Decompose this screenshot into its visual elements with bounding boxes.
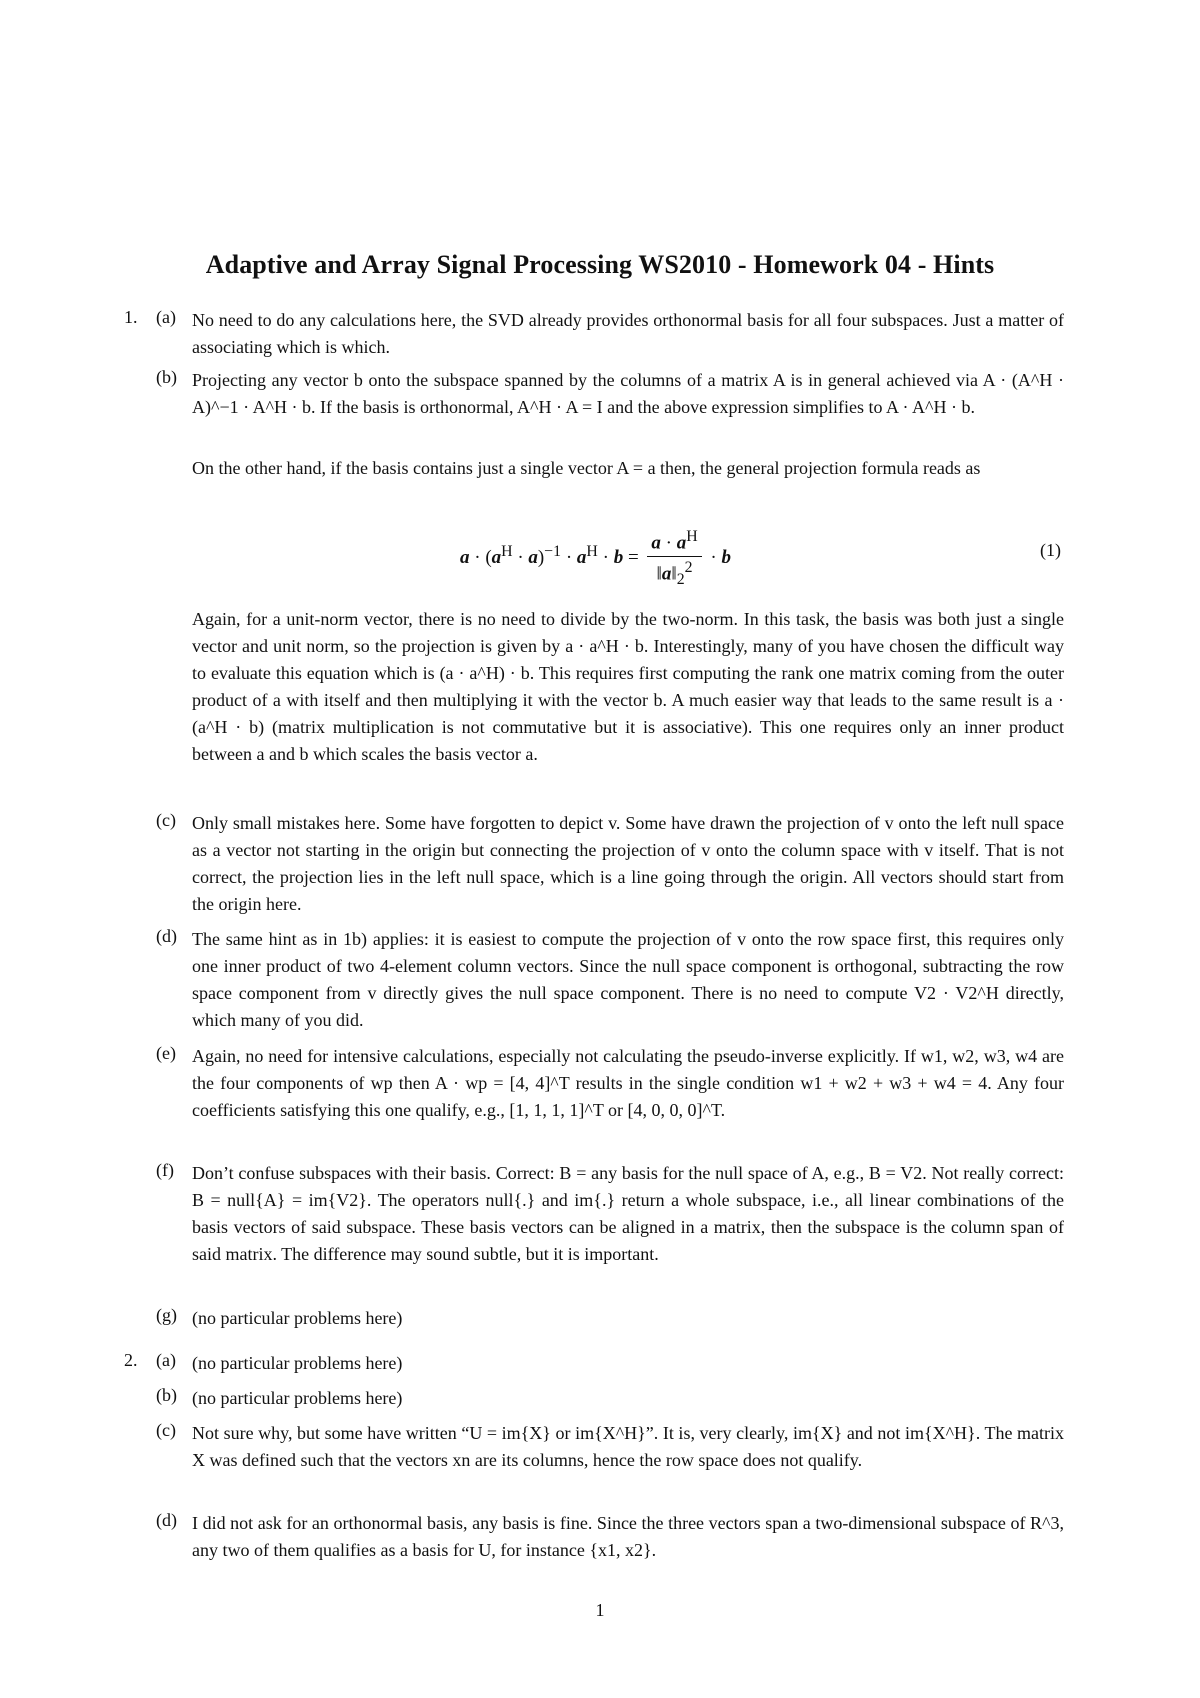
subitem-label-1d: (d) [156,926,177,946]
equation-number: (1) [1040,540,1061,560]
subitem-text-1e: Again, no need for intensive calculations, especially not calculating the pseudo-inverse explicitly. If w1, w2, w3, w4 are the four components of wp then A · wp = [4, 4]^T results in the single condition w1 + w2 + w3 + w4 = 4. Any four coefficients satisfying this one qualify, e.g., [1, 1, 1, 1]^T or [4, 0, 0, 0]^T. [192,1046,1064,1120]
subitem-label-2a: (a) [156,1350,176,1370]
page-number: 1 [595,1600,605,1620]
subitem-text-1b-part2: On the other hand, if the basis contains just a single vector A = a then, the general projection formula reads as [192,458,981,478]
document-title: Adaptive and Array Signal Processing WS2010 - Homework 04 - Hints [205,250,995,279]
subitem-text-1f: Don’t confuse subspaces with their basis. Correct: B = any basis for the null space of A, e.g., B = V2. Not really correct: B = null{A} = im{V2}. The operators null{.} and im{.} return a whole subspace, i.e., all linear combinations of the basis vectors of said subspace. These basis vectors can be aligned in a matrix, then the subspace is the column span of said matrix. The difference may sound subtle, but it is important. [192,1163,1064,1264]
subitem-text-2c: Not sure why, but some have written “U = im{X} or im{X^H}”. It is, very clearly, im{X} and not im{X^H}. The matrix X was defined such that the vectors xn are its columns, hence the row space does not qualify. [192,1423,1064,1470]
subitem-text-2d: I did not ask for an orthonormal basis, any basis is fine. Since the three vectors span a two-dimensional subspace of R^3, any two of them qualifies as a basis for U, for instance {x1, x2}. [192,1513,1064,1560]
subitem-text-1c: Only small mistakes here. Some have forgotten to depict v. Some have drawn the projection of v onto the left null space as a vector not starting in the origin but connecting the projection of v onto the column space with v itself. That is not correct, the projection lies in the left null space, which is a line going through the origin. All vectors should start from the origin here. [192,813,1064,914]
item-number-2: 2. [124,1350,138,1370]
subitem-label-1c: (c) [156,810,176,830]
subitem-label-1a: (a) [156,307,176,327]
subitem-label-2c: (c) [156,1420,176,1440]
subitem-text-1a: No need to do any calculations here, the SVD already provides orthonormal basis for all four subspaces. Just a matter of associating which is which. [192,310,1064,357]
subitem-text-1g: (no particular problems here) [192,1308,403,1328]
subitem-label-2d: (d) [156,1510,177,1530]
subitem-label-1f: (f) [156,1160,174,1180]
projection-equation: $a \cdot (a^H \cdot a)^{-1} \cdot a^H \cdot b$ = $\frac{a \cdot a^H}{‖a‖_2^2}$ · b [460,528,731,589]
subitem-label-1b: (b) [156,367,177,387]
subitem-label-1g: (g) [156,1305,177,1325]
subitem-text-2a: (no particular problems here) [192,1353,403,1373]
subitem-text-1b-part3: Again, for a unit-norm vector, there is no need to divide by the two-norm. In this task, the basis was both just a single vector and unit norm, so the projection is given by a · a^H · b. Interestingly, many of you have chosen the difficult way to evaluate this equation which is (a · a^H) · b. This requires first computing the rank one matrix coming from the outer product of a with itself and then multiplying it with the vector b. A much easier way that leads to the same result is a · (a^H · b) (matrix multiplication is not commutative but it is associative). This one requires only an inner product between a and b which scales the basis vector a. [192,609,1064,764]
subitem-label-1e: (e) [156,1043,176,1063]
subitem-text-1b-part1: Projecting any vector b onto the subspace spanned by the columns of a matrix A is in general achieved via A · (A^H · A)^−1 · A^H · b. If the basis is orthonormal, A^H · A = I and the above expression simplifies to A · A^H · b. [192,370,1064,417]
subitem-text-2b: (no particular problems here) [192,1388,403,1408]
item-number-1: 1. [124,307,138,327]
subitem-label-2b: (b) [156,1385,177,1405]
subitem-text-1d: The same hint as in 1b) applies: it is easiest to compute the projection of v onto the row space first, this requires only one inner product of two 4-element column vectors. Since the null space component is orthogonal, subtracting the row space component from v directly gives the null space component. There is no need to compute V2 · V2^H directly, which many of you did. [192,929,1064,1030]
